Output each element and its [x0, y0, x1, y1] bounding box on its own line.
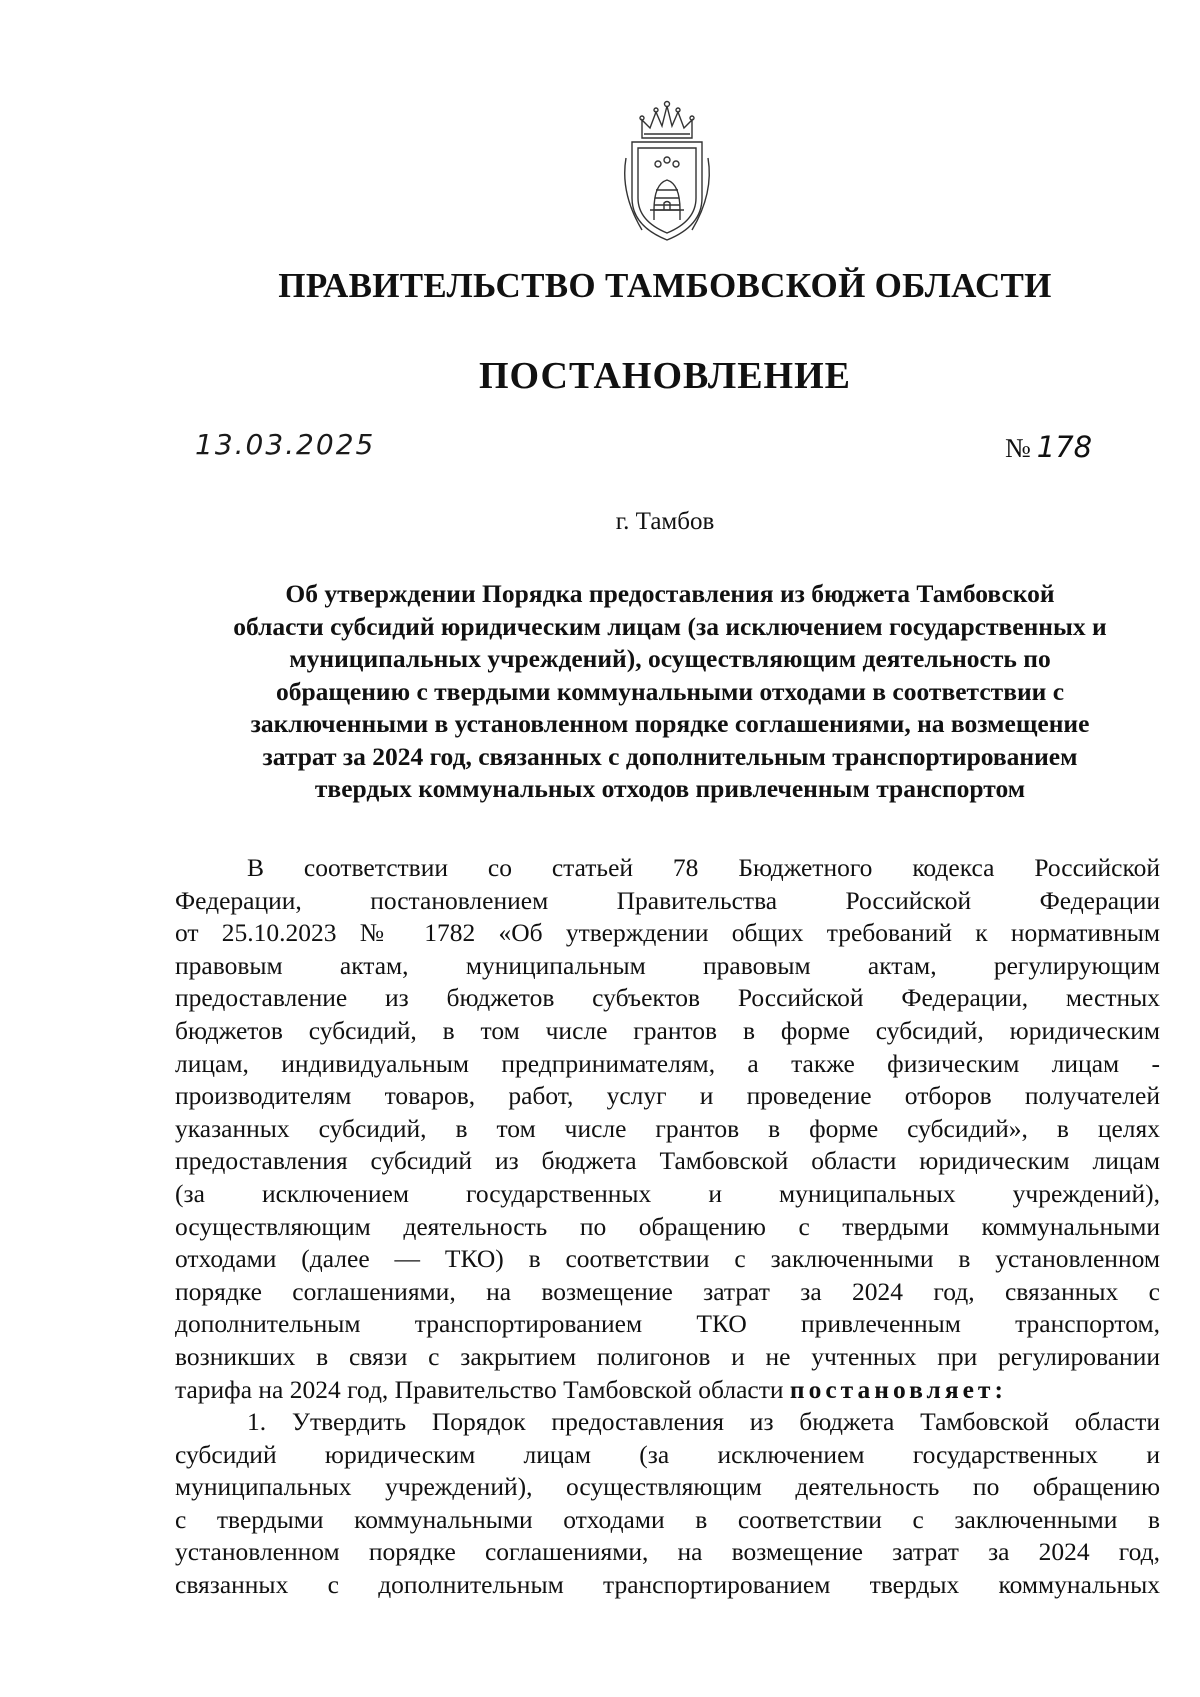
preamble-line: лицам, индивидуальным предпринимателям, а также физическим лицам -: [175, 1048, 1160, 1078]
preamble-line: Федерации, постановлением Правительства Российской Федерации: [175, 885, 1160, 915]
preamble-final-line: [175, 1374, 1160, 1407]
preamble-line: порядке соглашениями, на возмещение затрат за 2024 год, связанных с: [175, 1276, 1160, 1306]
government-title: ПРАВИТЕЛЬСТВО ТАМБОВСКОЙ ОБЛАСТИ: [278, 266, 1052, 305]
handwritten-date: 13.03.2025: [195, 428, 376, 461]
preamble-line: от 25.10.2023 № 1782 «Об утверждении общих требований к нормативным: [175, 918, 1160, 948]
decree-word: постановляет:: [789, 1374, 1007, 1404]
clause-line: с твердыми коммунальными отходами в соответствии с заключенными в: [175, 1504, 1160, 1534]
clause-line: муниципальных учреждений), осуществляющим деятельность по обращению: [175, 1472, 1160, 1502]
clause-line: субсидий юридическим лицам (за исключением государственных и: [175, 1439, 1160, 1469]
preamble-line: (за исключением государственных и муниципальных учреждений),: [175, 1178, 1160, 1208]
handwritten-number: 178: [1036, 430, 1093, 464]
preamble-line: производителям товаров, работ, услуг и проведение отборов получателей: [175, 1081, 1160, 1111]
clause-line: связанных с дополнительным транспортированием твердых коммунальных: [175, 1570, 1160, 1600]
number-sign: №: [1005, 433, 1031, 463]
preamble-line: осуществляющим деятельность по обращению с твердыми коммунальными: [175, 1211, 1160, 1241]
preamble-line: дополнительным транспортированием ТКО привлеченным транспортом,: [175, 1309, 1160, 1339]
preamble-line: правовым актам, муниципальным правовым актам, регулирующим: [175, 950, 1160, 980]
subject-line: обращению с твердыми коммунальными отходами в соответствии с: [275, 676, 1065, 706]
preamble-line: отходами (далее — ТКО) в соответствии с заключенными в установленном: [175, 1244, 1160, 1274]
preamble-line: возникших в связи с закрытием полигонов и не учтенных при регулировании: [175, 1341, 1160, 1371]
subject-line: затрат за 2024 год, связанных с дополнительным транспортированием: [262, 741, 1078, 771]
coat-of-arms-emblem: [612, 98, 722, 246]
preamble-line: предоставление из бюджетов субъектов Российской Федерации, местных: [175, 983, 1160, 1013]
document-type-title: ПОСТАНОВЛЕНИЕ: [478, 355, 852, 397]
document-number: [1005, 430, 1092, 464]
preamble-final-text: тарифа на 2024 год, Правительство Тамбовской области: [175, 1374, 790, 1404]
preamble-line: предоставления субсидий из бюджета Тамбовской области юридическим лицам: [175, 1146, 1160, 1176]
preamble-line: В соответствии со статьей 78 Бюджетного кодекса Российской: [247, 853, 1160, 882]
subject-line: области субсидий юридическим лицам (за исключением государственных и: [233, 611, 1107, 641]
document-subject: [170, 578, 1170, 806]
subject-line: твердых коммунальных отходов привлеченным транспортом: [314, 774, 1026, 803]
clause-line: 1. Утвердить Порядок предоставления из бюджета Тамбовской области: [247, 1407, 1160, 1437]
subject-line: муниципальных учреждений), осуществляющим деятельность по: [289, 644, 1051, 673]
preamble-line: указанных субсидий, в том числе грантов в форме субсидий», в целях: [175, 1113, 1160, 1143]
document-body: [175, 852, 1160, 1602]
subject-line: заключенными в установленном порядке соглашениями, на возмещение: [250, 709, 1090, 738]
city-line: г. Тамбов: [615, 508, 715, 535]
subject-line: Об утверждении Порядка предоставления из бюджета Тамбовской: [285, 579, 1055, 608]
preamble-line: бюджетов субсидий, в том числе грантов в форме субсидий, юридическим: [175, 1015, 1160, 1045]
clause-line: установленном порядке соглашениями, на возмещение затрат за 2024 год,: [175, 1537, 1160, 1567]
